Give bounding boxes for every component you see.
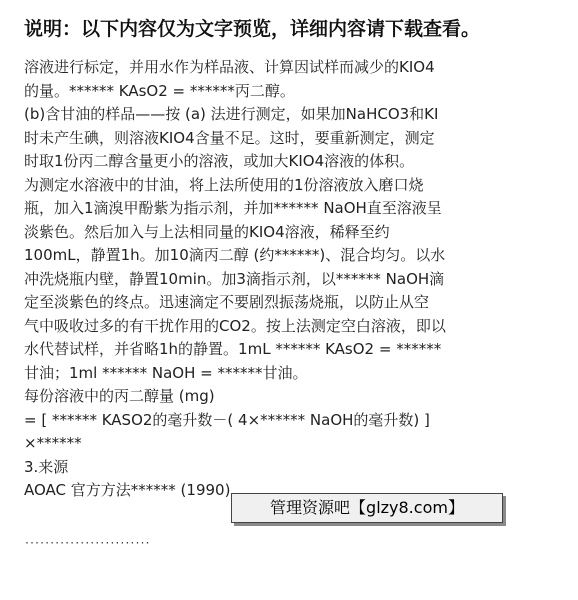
text-line: 冲洗烧瓶内壁，静置10min。加3滴指示剂，以****** NaOH滴: [24, 269, 445, 288]
text-line: 气中吸收过多的有干扰作用的CO2。按上法测定空白溶液，即以: [24, 316, 446, 335]
text-line: 为测定水溶液中的甘油，将上法所使用的1份溶液放入磨口烧: [24, 175, 424, 194]
text-line: 淡紫色。然后加入与上法相同量的KIO4溶液，稀释至约: [24, 222, 390, 241]
truncation-ellipsis: ·························: [24, 538, 150, 549]
watermark-banner: 管理资源吧【glzy8.com】: [231, 493, 503, 523]
text-line: 瓶，加入1滴溴甲酚紫为指示剂，并加****** NaOH直至溶液呈: [24, 199, 442, 217]
text-line: 水代替试样，并省略1h的静置。1mL ****** KAsO2 = ******: [24, 340, 442, 358]
text-line: 每份溶液中的丙二醇量 (mg): [24, 387, 215, 405]
text-line: 时取1份丙二醇含量更小的溶液，或加大KIO4溶液的体积。: [24, 152, 415, 170]
section-heading-source: 3.来源: [24, 457, 69, 476]
text-line: = [ ****** KASO2的毫升数－( 4×****** NaOH的毫升数) ]: [24, 410, 430, 429]
text-line: AOAC 官方方法****** (1990): [24, 481, 231, 499]
text-line: 的量。****** KAsO2 = ******丙二醇。: [24, 81, 295, 100]
document-body: [24, 56, 572, 503]
text-line: 溶液进行标定，并用水作为样品液、计算因试样而减少的KIO4: [24, 58, 435, 76]
preview-notice-heading: 说明：以下内容仅为文字预览，详细内容请下载查看。: [24, 18, 481, 40]
text-line: 甘油；1ml ****** NaOH = ******甘油。: [24, 363, 308, 382]
text-line: (b)含甘油的样品——按 (a) 法进行测定，如果加NaHCO3和KI: [24, 105, 439, 123]
text-line: 定至淡紫色的终点。迅速滴定不要剧烈振荡烧瓶，以防止从空: [24, 293, 430, 311]
text-line: ×******: [24, 434, 82, 452]
text-line: 100mL，静置1h。加10滴丙二醇 (约******)、混合均匀。以水: [24, 246, 446, 264]
text-line: 时未产生碘，则溶液KIO4含量不足。这时，要重新测定，测定: [24, 128, 435, 147]
